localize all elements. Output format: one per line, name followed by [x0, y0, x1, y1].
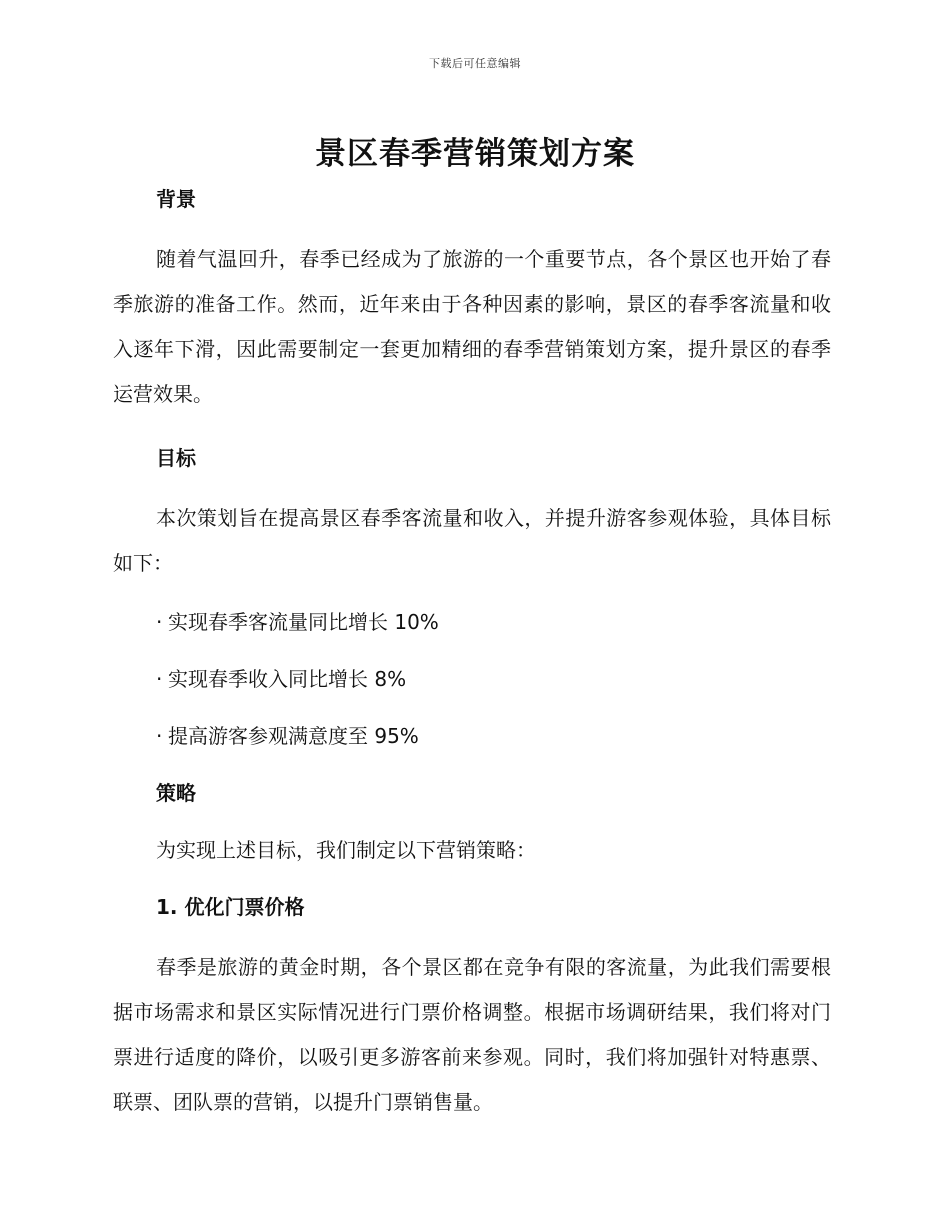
goal-item: [113, 720, 831, 752]
bullet-icon: ·: [156, 724, 163, 748]
goal-item: [113, 606, 831, 638]
subsection-heading-ticket-price: 1. 优化门票价格: [156, 895, 305, 919]
document-title: 景区春季营销策划方案: [315, 136, 635, 172]
section-heading-background: 背景: [156, 187, 196, 211]
strategy-intro: 为实现上述目标，我们制定以下营销策略：: [156, 838, 536, 862]
paragraph-background: 随着气温回升，春季已经成为了旅游的一个重要节点，各个景区也开始了春季旅游的准备工作。然而，近年来由于各种因素的影响，景区的春季客流量和收入逐年下滑，因此需要制定一套更加精细的春季营销策划方案，提升景区的春季运营效果。: [113, 247, 831, 406]
header-note: 下载后可任意编辑: [429, 57, 521, 70]
goal-item-text: 实现春季客流量同比增长 10%: [168, 610, 439, 634]
goal-item-text: 提高游客参观满意度至 95%: [168, 724, 419, 748]
document-body: [113, 183, 831, 1125]
goal-item: [113, 663, 831, 695]
goal-item-text: 实现春季收入同比增长 8%: [168, 667, 407, 691]
section-heading-goals: 目标: [156, 446, 196, 470]
section-heading-strategy: 策略: [156, 781, 196, 805]
paragraph-goals: 本次策划旨在提高景区春季客流量和收入，并提升游客参观体验，具体目标如下：: [113, 506, 831, 575]
bullet-icon: ·: [156, 610, 163, 634]
bullet-icon: ·: [156, 667, 163, 691]
paragraph-ticket-price: 春季是旅游的黄金时期，各个景区都在竞争有限的客流量，为此我们需要根据市场需求和景区实际情况进行门票价格调整。根据市场调研结果，我们将对门票进行适度的降价，以吸引更多游客前来参观。同时，我们将加强针对特惠票、联票、团队票的营销，以提升门票销售量。: [113, 955, 831, 1114]
